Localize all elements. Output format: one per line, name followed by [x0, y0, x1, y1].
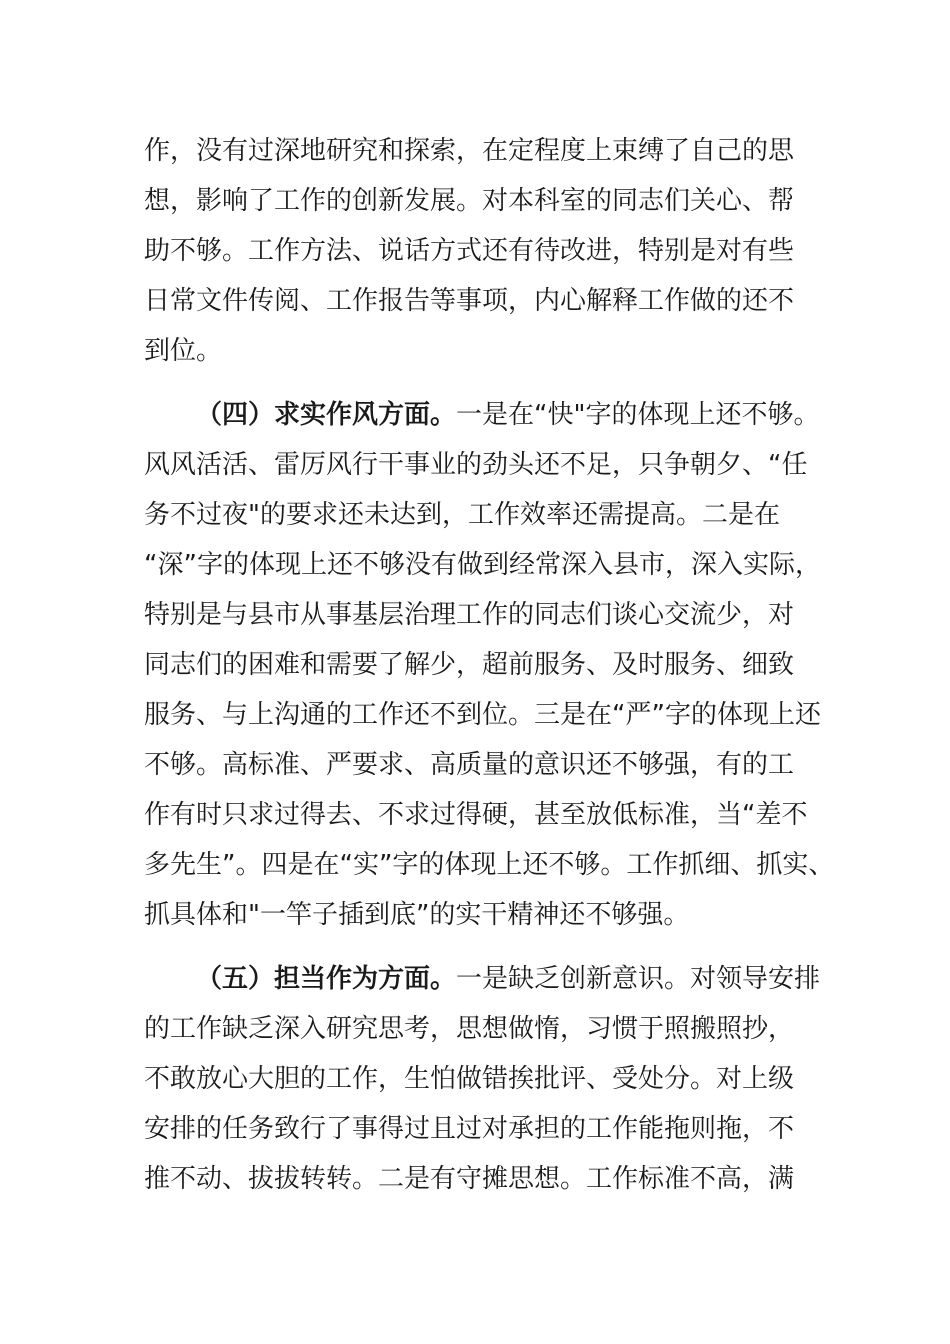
- text-line: 不敢放心大胆的工作，生怕做错挨批评、受处分。对上级: [144, 1064, 795, 1094]
- paragraph-work-style: [144, 390, 835, 940]
- text-line: 多先生”。四是在“实”字的体现上还不够。工作抓细、抓实、: [144, 850, 835, 880]
- text-line: 安排的任务致行了事得过且过对承担的工作能拖则拖，不: [144, 1114, 795, 1144]
- text-run: 一是在“快"字的体现上还不够。: [456, 400, 820, 430]
- text-line: 推不动、拔拔转转。二是有守摊思想。工作标准不高，满: [144, 1164, 795, 1194]
- paragraph-responsibility: [144, 954, 824, 1204]
- text-line: 的工作缺乏深入研究思考，思想做惰，习惯于照搬照抄，: [144, 1014, 795, 1044]
- text-line: 务不过夜"的要求还未达到，工作效率还需提高。二是在: [144, 500, 780, 530]
- paragraph-continuation: [144, 126, 824, 376]
- text-line: 同志们的困难和需要了解少，超前服务、及时服务、细致: [144, 650, 795, 680]
- text-line: 特别是与县市从事基层治理工作的同志们谈心交流少，对: [144, 600, 795, 630]
- section-heading: （五）担当作为方面。: [196, 964, 457, 994]
- paragraph-gap: [144, 376, 824, 390]
- text-line: 不够。高标准、严要求、高质量的意识还不够强，有的工: [144, 750, 795, 780]
- paragraph-gap: [144, 940, 824, 954]
- text-line: 到位。: [144, 336, 223, 366]
- text-line: 风风活活、雷厉风行干事业的劲头还不足，只争朝夕、“任: [144, 450, 808, 480]
- text-line: 作，没有过深地研究和探索，在定程度上束缚了自己的思: [144, 136, 795, 166]
- text-line: 日常文件传阅、工作报告等事项，内心解释工作做的还不: [144, 286, 795, 316]
- text-line: 抓具体和"一竿子插到底”的实干精神还不够强。: [144, 900, 690, 930]
- text-run: 一是缺乏创新意识。对领导安排: [456, 964, 821, 994]
- text-line: [144, 954, 824, 1004]
- text-line: 作有时只求过得去、不求过得硬，甚至放低标准，当“差不: [144, 800, 808, 830]
- text-line: 想，影响了工作的创新发展。对本科室的同志们关心、帮: [144, 186, 795, 216]
- text-line: “深”字的体现上还不够没有做到经常深入县市，深入实际，: [144, 550, 821, 580]
- section-heading: （四）求实作风方面。: [196, 400, 457, 430]
- text-line: 助不够。工作方法、说话方式还有待改进，特别是对有些: [144, 236, 795, 266]
- text-line: [144, 390, 824, 440]
- document-body: [144, 126, 835, 1204]
- text-line: 服务、与上沟通的工作还不到位。三是在“严”字的体现上还: [144, 700, 821, 730]
